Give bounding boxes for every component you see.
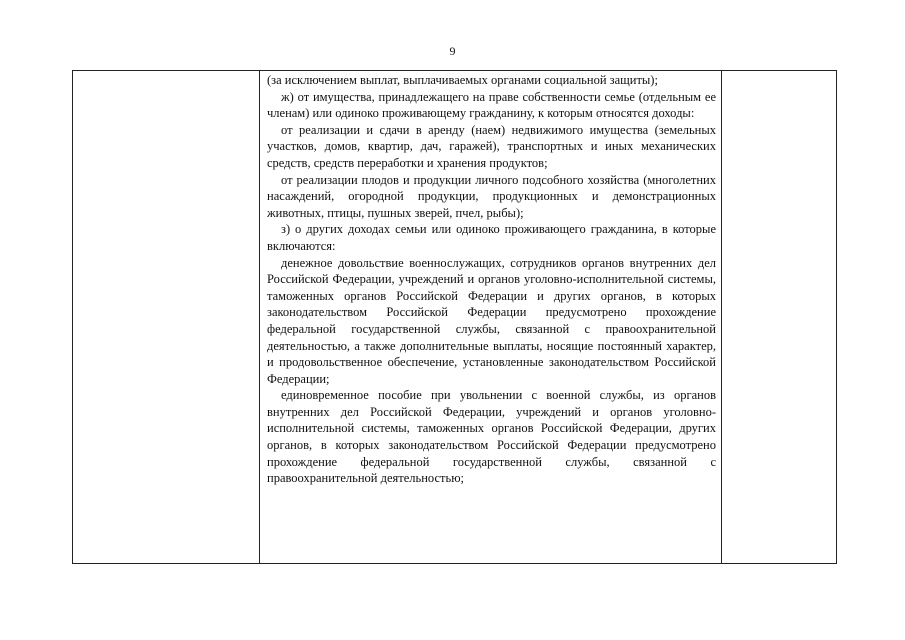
paragraph-6: единовременное пособие при увольнении с военной службы, из органов внутренних дел Российской Федерации, учреждений и органов уголовно-исполнительной системы, таможенных органов Российской Федерации, других органов, в которых законодательством Российской Федерации предусмотрено прохождение федеральной государственной службы, связанной с правоохранительной деятельностью; <box>267 388 716 486</box>
paragraph-1: ж) от имущества, принадлежащего на праве собственности семье (отдельным ее членам) или одиноко проживающему гражданину, к которым относятся доходы: <box>267 89 716 121</box>
paragraph-5: денежное довольствие военнослужащих, сотрудников органов внутренних дел Российской Федерации, учреждений и органов уголовно-исполнительной системы, таможенных органов Российской Федерации и других органов, в которых законодательством Российской Федерации предусмотрено прохождение федеральной государственной службы, связанной с правоохранительной деятельностью, а также дополнительные выплаты, носящие постоянный характер, и продовольственное обеспечение, установленные законодательством Российской Федерации; <box>267 255 716 386</box>
paragraph-0: (за исключением выплат, выплачиваемых органами социальной защиты); <box>267 73 658 87</box>
table-column-left <box>73 71 260 563</box>
paragraph-4: з) о других доходах семьи или одиноко проживающего гражданина, в которые включаются: <box>267 222 716 253</box>
document-table <box>72 70 837 564</box>
paragraph-3: от реализации плодов и продукции личного подсобного хозяйства (многолетних насаждений, огородной продукции, продукционных и демонстрационных животных, птицы, пушных зверей, пчел, рыбы); <box>267 172 716 220</box>
table-column-right <box>722 71 836 563</box>
table-column-main <box>260 71 722 563</box>
page-number: 9 <box>449 44 456 58</box>
paragraph-2: от реализации и сдачи в аренду (наем) недвижимого имущества (земельных участков, домов, квартир, дач, гаражей), транспортных и иных механических средств, средств переработки и хранения продуктов; <box>267 122 716 170</box>
